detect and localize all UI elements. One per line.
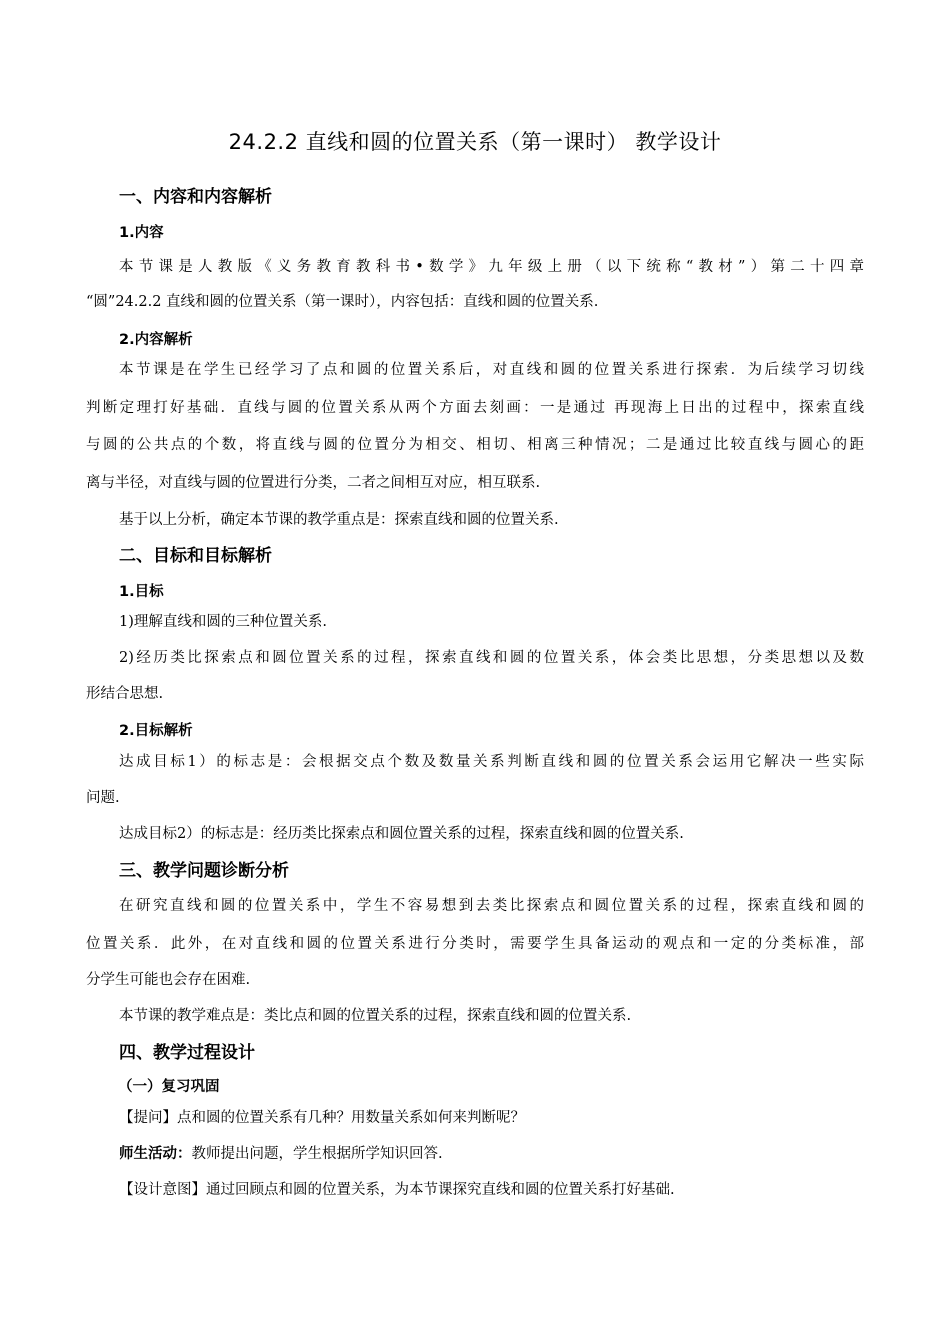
paragraph-line: 位置关系．此外，在对直线和圆的位置关系进行分类时，需要学生具备运动的观点和一定的分类标准，部 — [86, 936, 864, 952]
design-intent-line: 【设计意图】通过回顾点和圆的位置关系，为本节课探究直线和圆的位置关系打好基础. — [119, 1182, 675, 1198]
paragraph-line: 基于以上分析，确定本节课的教学重点是：探索直线和圆的位置关系. — [119, 512, 559, 528]
paragraph-line: 2)经历类比探索点和圆位置关系的过程，探索直线和圆的位置关系，体会类比思想，分类思想以及数 — [119, 650, 864, 666]
paragraph-line: 判断定理打好基础．直线与圆的位置关系从两个方面去刻画：一是通过 再现海上日出的过程中，探索直线 — [86, 400, 864, 416]
activity-line — [119, 1137, 864, 1171]
paragraph-line: 分学生可能也会存在困难. — [86, 972, 251, 988]
subheading-goals: 1.目标 — [119, 584, 164, 600]
paragraph-line: 离与半径，对直线与圆的位置进行分类，二者之间相互对应，相互联系. — [86, 475, 541, 491]
section-heading-content: 一、内容和内容解析 — [119, 187, 272, 207]
paragraph-line: 本节课的教学难点是：类比点和圆的位置关系的过程，探索直线和圆的位置关系. — [119, 1008, 632, 1024]
section-heading-process: 四、教学过程设计 — [119, 1043, 255, 1063]
subheading-goal-analysis: 2.目标解析 — [119, 723, 193, 739]
activity-label: 师生活动： — [119, 1146, 192, 1162]
paragraph-line: 形结合思想. — [86, 686, 164, 702]
subheading-content-analysis: 2.内容解析 — [119, 332, 193, 348]
paragraph-line: 本节课是在学生已经学习了点和圆的位置关系后，对直线和圆的位置关系进行探索．为后续学习切线 — [119, 362, 864, 378]
activity-text: 教师提出问题，学生根据所学知识回答. — [191, 1146, 443, 1162]
subheading-review: （一）复习巩固 — [118, 1079, 220, 1095]
paragraph-line: “圆”24.2.2 直线和圆的位置关系（第一课时），内容包括：直线和圆的位置关系. — [86, 294, 599, 310]
document-title: 24.2.2 直线和圆的位置关系（第一课时） 教学设计 — [228, 130, 722, 154]
section-heading-diagnosis: 三、教学问题诊断分析 — [119, 861, 289, 881]
paragraph-line: 与圆的公共点的个数，将直线与圆的位置分为相交、相切、相离三种情况；二是通过比较直线与圆心的距 — [86, 437, 864, 453]
paragraph-line: 1)理解直线和圆的三种位置关系. — [119, 614, 327, 630]
paragraph-line: 达成目标1）的标志是：会根据交点个数及数量关系判断直线和圆的位置关系会运用它解决一些实际 — [119, 754, 864, 770]
section-heading-goals: 二、目标和目标解析 — [119, 546, 272, 566]
paragraph-line: 在研究直线和圆的位置关系中，学生不容易想到去类比探索点和圆位置关系的过程，探索直线和圆的 — [119, 898, 864, 914]
paragraph-line: 问题. — [86, 790, 120, 806]
paragraph-line: 本节课是人教版《义务教育教科书•数学》九年级上册（以下统称“教材”）第二十四章 — [119, 259, 864, 275]
paragraph-line: 达成目标2）的标志是：经历类比探索点和圆位置关系的过程，探索直线和圆的位置关系. — [119, 826, 684, 842]
question-line: 【提问】点和圆的位置关系有几种？用数量关系如何来判断呢？ — [119, 1110, 525, 1126]
subheading-content: 1.内容 — [119, 225, 164, 241]
